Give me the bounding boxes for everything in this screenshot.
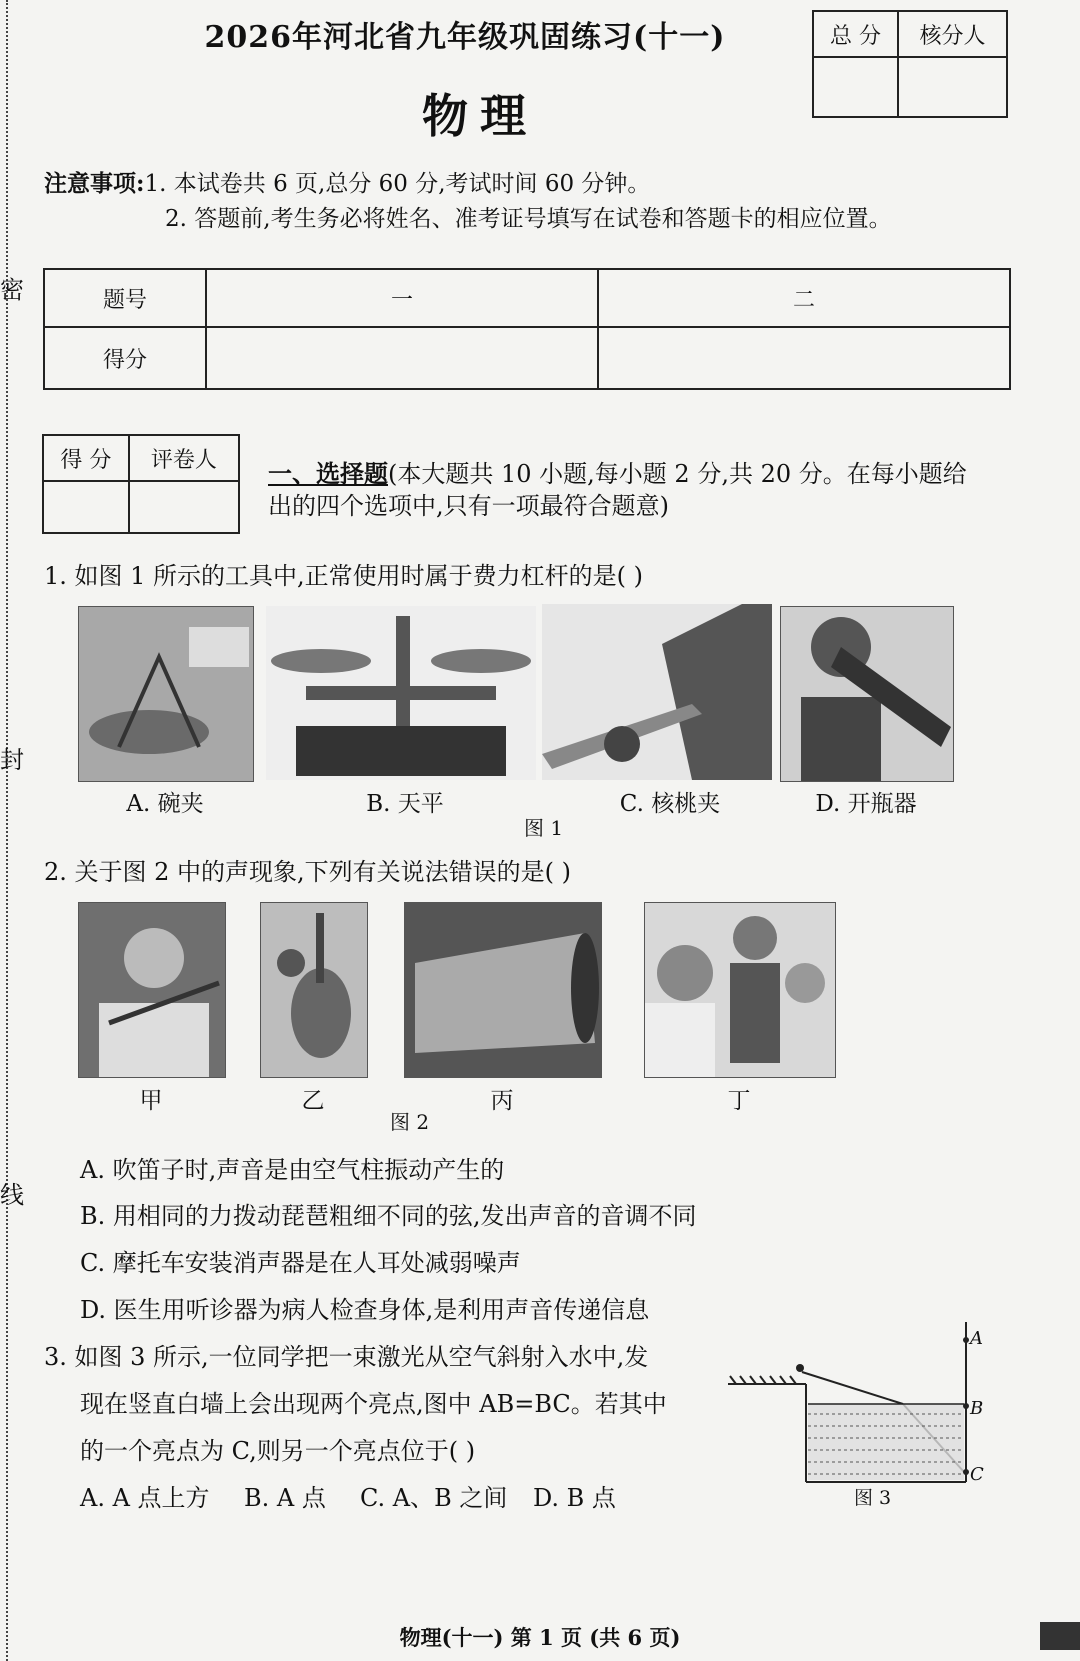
score-table-header-number: 题号 (44, 269, 206, 327)
q1-option-d: D. 开瓶器 (815, 791, 917, 817)
section1-heading: 一、选择题 (268, 459, 388, 488)
score-table-score-label: 得分 (44, 327, 206, 389)
stethoscope-image (644, 902, 836, 1078)
q2-caption-yi: 乙 (301, 1088, 325, 1114)
notice-line1: 注意事项:1. 本试卷共 6 页,总分 60 分,考试时间 60 分钟。 (44, 170, 651, 197)
score-cell-1[interactable] (206, 327, 598, 389)
total-score-box (812, 10, 1008, 118)
q3-stem-line2: 现在竖直白墙上会出现两个亮点,图中 AB=BC。若其中 (80, 1390, 667, 1418)
binding-dotted-line (6, 0, 8, 1661)
motorcycle-muffler-image (404, 902, 602, 1078)
grader-score-label: 得 分 (43, 435, 129, 481)
section1-line1: 一、选择题(本大题共 10 小题,每小题 2 分,共 20 分。在每小题给 (268, 459, 967, 488)
nutcracker-image (542, 604, 772, 780)
flute-image (78, 902, 226, 1078)
subject-title: 物理 (422, 89, 538, 143)
figure3-label-b: B (970, 1398, 984, 1419)
balance-image (266, 606, 536, 780)
grader-score-cell[interactable] (43, 481, 129, 533)
q1-option-c: C. 核桃夹 (619, 791, 721, 817)
figure2-caption: 图 2 (390, 1110, 430, 1134)
q2-caption-ding: 丁 (727, 1088, 751, 1114)
grader-name-cell[interactable] (129, 481, 239, 533)
notice-label: 注意事项: (44, 170, 145, 197)
q1-option-b: B. 天平 (366, 791, 444, 817)
q2-stem: 2. 关于图 2 中的声现象,下列有关说法错误的是( ) (44, 858, 572, 886)
binding-mark-xian: 线 (0, 1181, 24, 1209)
q2-option-c: C. 摩托车安装消声器是在人耳处减弱噪声 (80, 1249, 521, 1277)
exam-title: 2026年河北省九年级巩固练习(十一) (204, 20, 726, 55)
figure3-label-c: C (970, 1464, 984, 1485)
q1-option-a: A. 碗夹 (126, 791, 204, 817)
total-score-label: 总 分 (813, 11, 898, 57)
bottle-opener-image (780, 606, 954, 782)
q3-stem-line1: 3. 如图 3 所示,一位同学把一束激光从空气斜射入水中,发 (44, 1343, 649, 1371)
score-table-header-1: 一 (206, 269, 598, 327)
q3-stem-line3: 的一个亮点为 C,则另一个亮点位于( ) (80, 1437, 476, 1465)
q1-stem: 1. 如图 1 所示的工具中,正常使用时属于费力杠杆的是( ) (44, 562, 644, 590)
figure3-caption: 图 3 (854, 1487, 892, 1509)
checker-label: 核分人 (898, 11, 1007, 57)
total-score-cell[interactable] (813, 57, 898, 117)
score-cell-2[interactable] (598, 327, 1010, 389)
q3-option-a: A. A 点上方 (80, 1484, 210, 1512)
score-table (43, 268, 1011, 390)
pipa-image (260, 902, 368, 1078)
notice-line2: 2. 答题前,考生务必将姓名、准考证号填写在试卷和答题卡的相应位置。 (165, 206, 892, 232)
q3-option-d: D. B 点 (533, 1484, 616, 1512)
q2-option-a: A. 吹笛子时,声音是由空气柱振动产生的 (80, 1156, 505, 1184)
checker-cell[interactable] (898, 57, 1007, 117)
q3-option-c: C. A、B 之间 (360, 1484, 508, 1512)
corner-mark (1040, 1622, 1080, 1650)
grader-label: 评卷人 (129, 435, 239, 481)
score-table-header-2: 二 (598, 269, 1010, 327)
q2-option-b: B. 用相同的力拨动琵琶粗细不同的弦,发出声音的音调不同 (80, 1202, 697, 1230)
binding-mark-mi: 密 (0, 276, 24, 304)
grader-box (42, 434, 240, 534)
q2-option-d: D. 医生用听诊器为病人检查身体,是利用声音传递信息 (80, 1296, 650, 1324)
binding-mark-feng: 封 (0, 746, 24, 774)
figure3-label-a: A (970, 1328, 983, 1349)
q3-option-b: B. A 点 (244, 1484, 326, 1512)
section1-line2: 出的四个选项中,只有一项最符合题意) (268, 492, 669, 520)
page-footer: 物理(十一) 第 1 页 (共 6 页) (399, 1625, 681, 1650)
figure3-diagram (728, 1322, 998, 1512)
bowl-clip-image (78, 606, 254, 782)
q2-caption-jia: 甲 (139, 1088, 163, 1114)
figure1-caption: 图 1 (524, 816, 564, 840)
q2-caption-bing: 丙 (490, 1088, 514, 1114)
